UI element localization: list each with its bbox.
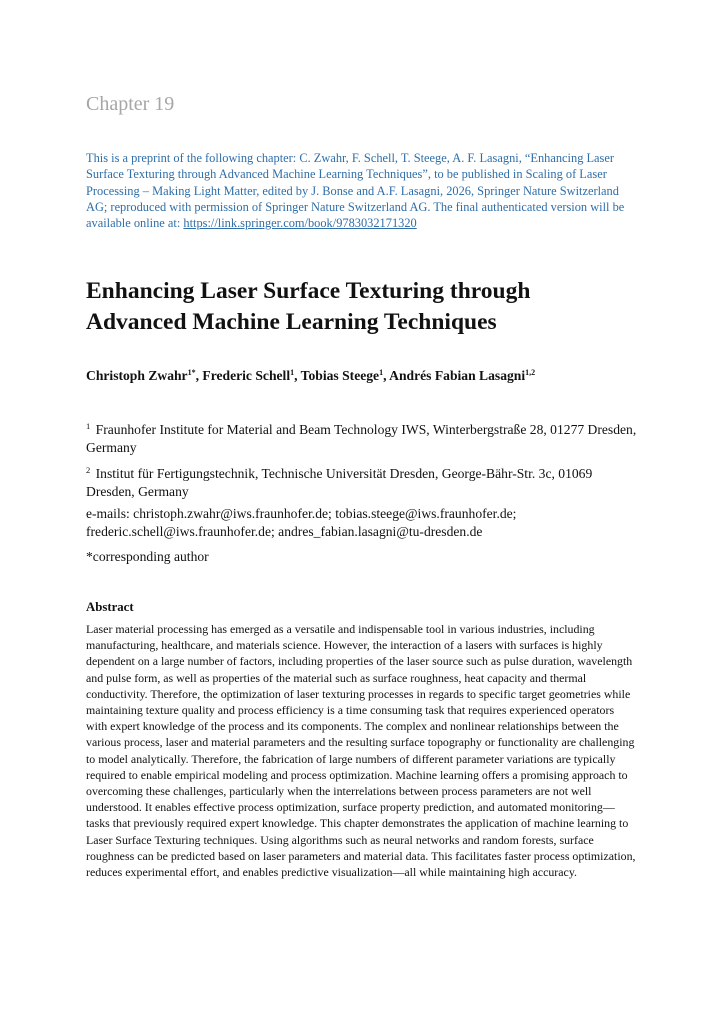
- affiliation-text: Fraunhofer Institute for Material and Beam Technology IWS, Winterbergstraße 28, 01277 Dresden, Germany: [86, 422, 637, 455]
- affiliation-2: [86, 461, 638, 501]
- author-affiliation-mark: 1: [290, 368, 295, 377]
- author-name: Frederic Schell: [202, 368, 291, 383]
- affiliation-1: [86, 417, 638, 457]
- chapter-title: [86, 276, 646, 338]
- author-affiliation-mark: 1*: [187, 368, 196, 377]
- author-name: Christoph Zwahr: [86, 368, 188, 383]
- author-affiliation-mark: 1: [379, 368, 384, 377]
- chapter-title-line-2: Advanced Machine Learning Techniques: [86, 309, 497, 335]
- author-separator: ,: [383, 368, 390, 383]
- chapter-title-line-1: Enhancing Laser Surface Texturing through: [86, 278, 531, 304]
- author-separator: ,: [294, 368, 301, 383]
- preprint-text: This is a preprint of the following chapter: C. Zwahr, F. Schell, T. Steege, A. F. Lasagni, “Enhancing Laser Surface Texturing through Advanced Machine Learning Techniques”, to be published in Scaling of Laser Processing – Making Light Matter, edited by J. Bonse and A.F. Lasagni, 2026, Springer Nature Switzerland AG; reproduced with permission of Springer Nature Switzerland AG. The final authenticated version will be available online at:: [86, 151, 625, 231]
- author-affiliation-mark: 1,2: [525, 368, 536, 377]
- author-name: Tobias Steege: [300, 368, 380, 383]
- affiliation-number: 1: [86, 421, 91, 431]
- author-separator: ,: [195, 368, 203, 383]
- affiliation-number: 2: [86, 465, 91, 475]
- preprint-notice: [86, 150, 638, 231]
- author-name: Andrés Fabian Lasagni: [389, 368, 526, 383]
- abstract-body: Laser material processing has emerged as a versatile and indispensable tool in various industries, including manufacturing, healthcare, and materials science. However, the interaction of a lasers with surfaces is highly dependent on a large number of factors, including properties of the laser source such as pulse duration, wavelength and pulse form, as well as properties of the material such as surface roughness, heat capacity and thermal conductivity. Therefore, the optimization of laser texturing processes in regards to specific target geometries while maintaining texture quality and process efficiency is a time consuming task that requires experienced operators with expert knowledge of the process and its components. The complex and nonlinear relationships between the various process, laser and material parameters and the resulting surface topography or functionality are challenging to model analytically. Therefore, the fabrication of large numbers of different parameter variations are typically required to enable empirical modeling and process optimization. Machine learning offers a promising approach to overcoming these challenges, particularly when the interrelations between process parameters are not well understood. It enables effective process optimization, surface property prediction, and automated monitoring—tasks that previously required expert knowledge. This chapter demonstrates the application of machine learning to Laser Surface Texturing techniques. Using algorithms such as neural networks and random forests, surface roughness can be predicted based on laser parameters and material data. This facilitates faster process optimization, reduces experimental effort, and enables predictive visualization—all while maintaining high accuracy.: [86, 622, 636, 880]
- abstract-heading: Abstract: [86, 600, 134, 614]
- corresponding-author-note: *corresponding author: [86, 549, 209, 564]
- author-emails: e-mails: christoph.zwahr@iws.fraunhofer.de; tobias.steege@iws.fraunhofer.de; frederic.schell@iws.fraunhofer.de; andres_fabian.lasagni@tu-dresden.de: [86, 506, 517, 539]
- chapter-label: Chapter 19: [86, 93, 175, 115]
- springer-book-link[interactable]: https://link.springer.com/book/9783032171320: [183, 216, 417, 231]
- author-list: [86, 368, 535, 384]
- affiliation-text: Institut für Fertigungstechnik, Technische Universität Dresden, George-Bähr-Str. 3c, 01069 Dresden, Germany: [86, 466, 593, 499]
